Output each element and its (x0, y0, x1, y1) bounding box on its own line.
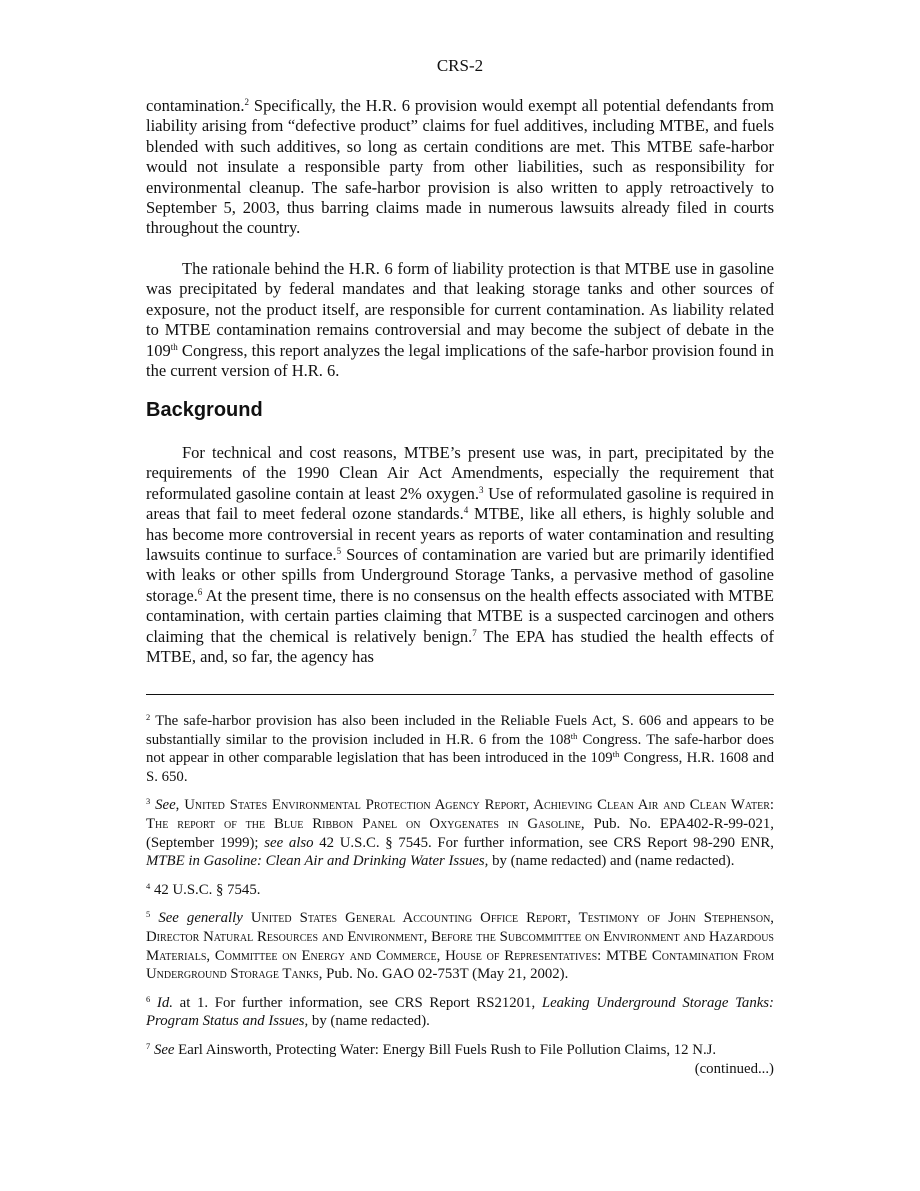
footnote-2: $^2$ The safe-harbor provision has also been included in the Reliable Fuels Act, S. 606 and appears to be substantially similar to the provision included in H.R. 6 from the 108th Congress. The safe-harbor does not appear in other comparable legislation that has been introduced in the 109th Congress, H.R. 1608 and S. 650. (146, 712, 774, 785)
footnote-ref-3[interactable]: 3 (479, 484, 484, 495)
footnote-ref-6[interactable]: 6 (197, 586, 203, 597)
footnote-ref-7[interactable]: 7 (472, 627, 477, 638)
page-number-header: CRS-2 (436, 56, 484, 75)
footnote-divider (146, 694, 774, 695)
paragraph-rationale: The rationale behind the H.R. 6 form of liability protection is that MTBE use in gasoline was precipitated by federal mandates and that leaking storage tanks and other sources of exposure, not the product itself, are responsible for current contamination. As liability related to MTBE contamination remains controversial and may become the subject of debate in the 109th Congress, this report analyzes the legal implications of the safe-harbor provision found in the current version of H.R. 6. (146, 259, 774, 381)
footnote-7: $^7$ See Earl Ainsworth, Protecting Water: Energy Bill Fuels Rush to File Pollution Claims, 12 N.J. (146, 1040, 717, 1058)
section-heading-background: Background (146, 399, 263, 421)
continued-marker: (continued...) (694, 1060, 774, 1077)
footnote-6: $^6$ Id. at 1. For further information, see CRS Report RS21201, Leaking Underground Storage Tanks: Program Status and Issues, by (name redacted). (146, 993, 774, 1030)
paragraph-background: For technical and cost reasons, MTBE’s present use was, in part, precipitated by the requirements of the 1990 Clean Air Act Amendments, especially the requirement that reformulated gasoline contain at least 2% oxygen.$^3$ Use of reformulated gasoline is required in areas that fail to meet federal ozone standards.$^4$ MTBE, like all ethers, is highly soluble and has become more controversial in recent years as reports of water contamination and resulting lawsuits continue to surface.$^5$ Sources of contamination are varied but are primarily identified with leaks or other spills from Underground Storage Tanks, a pervasive method of gasoline storage.$^6$ At the present time, there is no consensus on the health effects associated with MTBE contamination, with certain parties claiming that MTBE is a suspected carcinogen and others claiming that the chemical is relatively benign.$^7$ The EPA has studied the health effects of MTBE, and, so far, the agency has (146, 443, 774, 667)
footnotes-section (146, 712, 774, 1078)
footnote-3: $^3$ See, United States Environmental Protection Agency Report, Achieving Clean Air and Clean Water: The report of the Blue Ribbon Panel on Oxygenates in Gasoline, Pub. No. EPA402-R-99-021, (September 1999); see also 42 U.S.C. § 7545. For further information, see CRS Report 98-290 ENR, MTBE in Gasoline: Clean Air and Drinking Water Issues, by (name redacted) and (name redacted). (146, 796, 775, 870)
footnote-ref-5[interactable]: 5 (336, 546, 342, 557)
footnote-5: $^5$ See generally United States General Accounting Office Report, Testimony of John Stephenson, Director Natural Resources and Environment, Before the Subcommittee on Environment and Hazardous Materials, Committee on Energy and Commerce, House of Representatives: MTBE Contamination From Underground Storage Tanks, Pub. No. GAO 02-753T (May 21, 2002). (146, 909, 774, 983)
footnote-4: $^4$ 42 U.S.C. § 7545. (146, 880, 261, 898)
footnote-ref-4[interactable]: 4 (463, 505, 469, 516)
paragraph-contamination: contamination.$^2$ Specifically, the H.R. 6 provision would exempt all potential defendants from liability arising from “defective product” claims for fuel additives, including MTBE, and fuels blended with such additives, so long as certain conditions are met. This MTBE safe-harbor would not insulate a responsible party from other liabilities, such as responsibility for environmental cleanup. The safe-harbor provision is also written to apply retroactively to September 5, 2003, thus barring claims made in numerous lawsuits already filed in courts throughout the country. (146, 96, 774, 238)
footnote-ref-2[interactable]: 2 (244, 97, 250, 107)
